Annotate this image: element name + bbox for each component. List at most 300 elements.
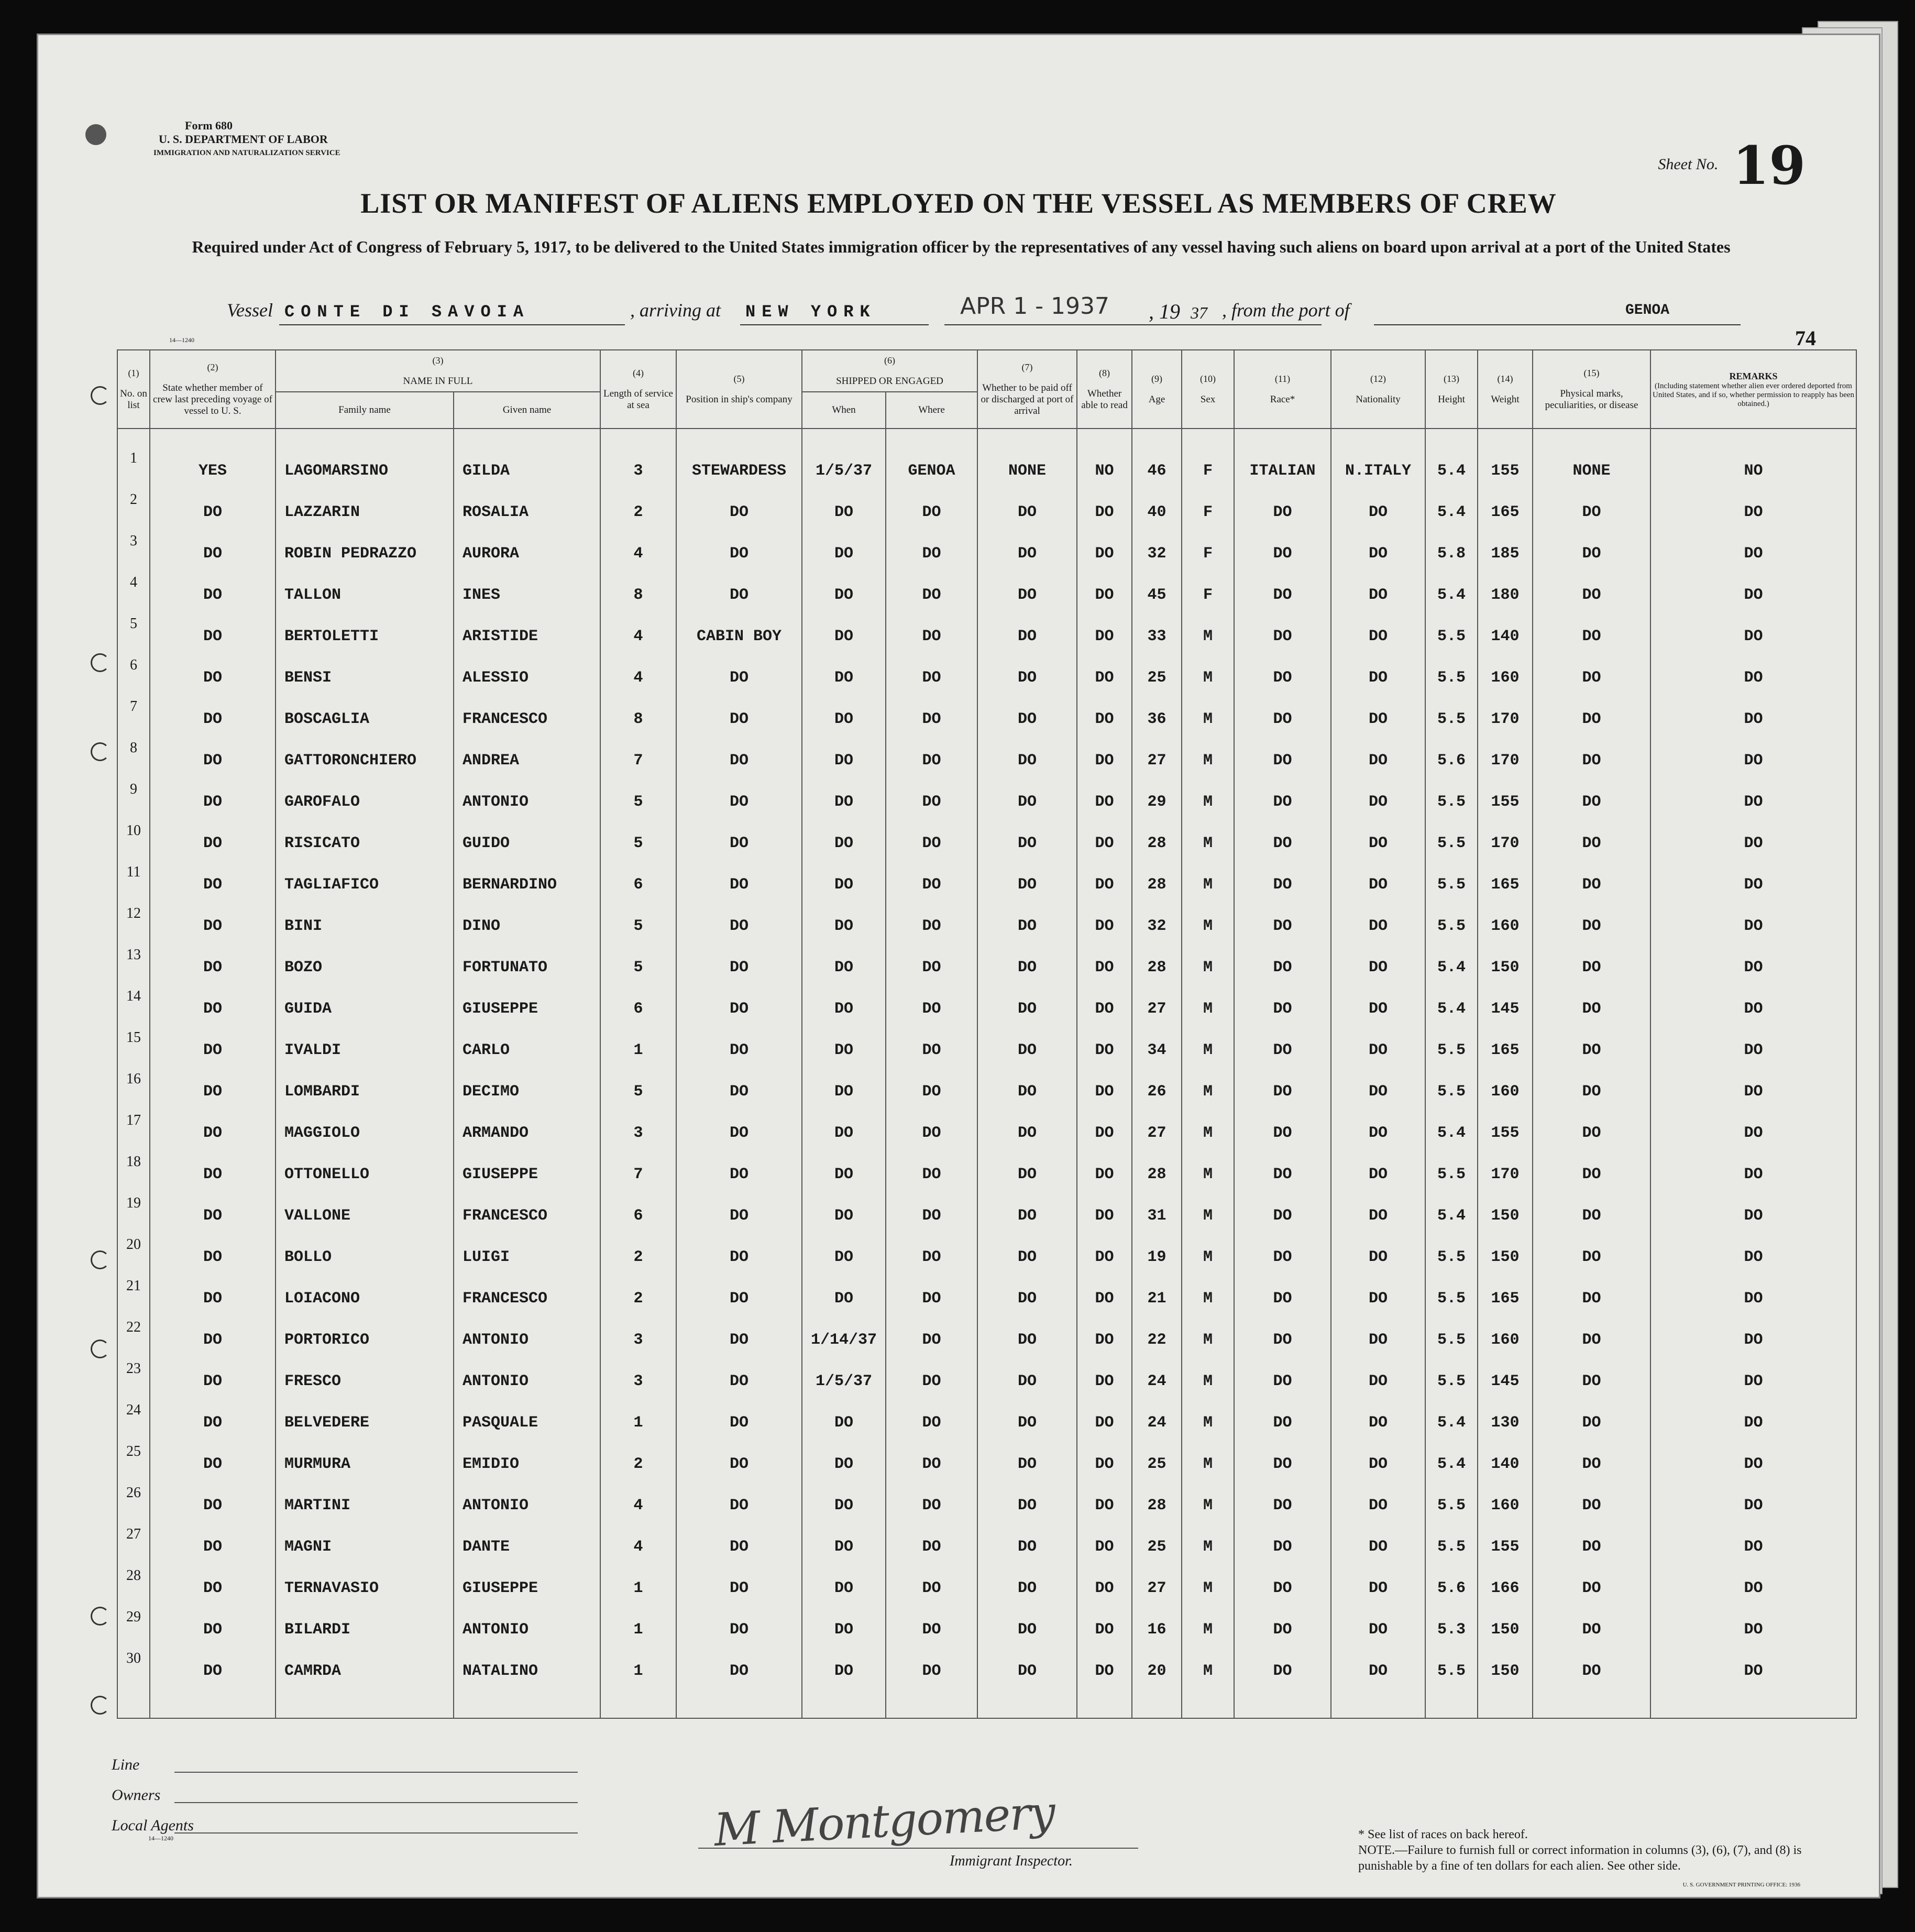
- shipped-when-cell: DO: [802, 822, 886, 864]
- vessel-line: [227, 293, 1800, 328]
- paid-off-cell: DO: [977, 657, 1077, 698]
- height-cell: 5.4: [1425, 574, 1478, 616]
- header-race: (11) Race*: [1234, 350, 1331, 429]
- position-cell: DO: [676, 1402, 802, 1443]
- physical-marks-cell: DO: [1533, 905, 1650, 947]
- nationality-cell: DO: [1331, 822, 1425, 864]
- shipped-where-cell: DO: [886, 1195, 977, 1236]
- physical-marks-cell: DO: [1533, 698, 1650, 740]
- race-cell: DO: [1234, 533, 1331, 574]
- crew-manifest-table: [117, 349, 1857, 1719]
- weight-cell: 130: [1478, 1402, 1533, 1443]
- sex-cell: M: [1182, 1650, 1234, 1692]
- weight-cell: 150: [1478, 947, 1533, 988]
- shipped-where-cell: DO: [886, 1278, 977, 1319]
- physical-marks-cell: DO: [1533, 1650, 1650, 1692]
- sex-cell: M: [1182, 1402, 1234, 1443]
- weight-cell: 150: [1478, 1609, 1533, 1650]
- nationality-cell: DO: [1331, 864, 1425, 905]
- vessel-label: Vessel: [227, 300, 273, 321]
- sex-cell: M: [1182, 1029, 1234, 1071]
- age-cell: 16: [1132, 1609, 1182, 1650]
- sex-cell: F: [1182, 450, 1234, 491]
- header-marks: (15) Physical marks, peculiarities, or disease: [1533, 350, 1650, 429]
- height-cell: 5.4: [1425, 947, 1478, 988]
- nationality-cell: DO: [1331, 1154, 1425, 1195]
- header-position: (5) Position in ship's company: [676, 350, 802, 429]
- row-number-cell: 17: [117, 1112, 150, 1154]
- able-to-read-cell: DO: [1077, 988, 1132, 1029]
- able-to-read-cell: DO: [1077, 698, 1132, 740]
- shipped-when-cell: DO: [802, 698, 886, 740]
- shipped-where-cell: DO: [886, 1402, 977, 1443]
- position-cell: DO: [676, 1071, 802, 1112]
- race-cell: DO: [1234, 1236, 1331, 1278]
- shipped-where-cell: DO: [886, 740, 977, 781]
- physical-marks-cell: DO: [1533, 1609, 1650, 1650]
- nationality-cell: DO: [1331, 1526, 1425, 1567]
- sex-cell: M: [1182, 1526, 1234, 1567]
- shipped-where-cell: DO: [886, 781, 977, 822]
- remarks-cell: DO: [1650, 1526, 1856, 1567]
- race-cell: DO: [1234, 1567, 1331, 1609]
- service-length-cell: 4: [600, 616, 676, 657]
- table-row: [117, 1526, 1856, 1567]
- table-row: [117, 740, 1856, 781]
- table-row: [117, 533, 1856, 574]
- physical-marks-cell: DO: [1533, 1485, 1650, 1526]
- age-cell: 24: [1132, 1402, 1182, 1443]
- weight-cell: 170: [1478, 1154, 1533, 1195]
- shipped-where-cell: DO: [886, 988, 977, 1029]
- position-cell: DO: [676, 491, 802, 533]
- previous-voyage-cell: DO: [150, 1526, 276, 1567]
- paid-off-cell: DO: [977, 1071, 1077, 1112]
- age-cell: 27: [1132, 1112, 1182, 1154]
- given-name-cell: CARLO: [454, 1029, 600, 1071]
- remarks-cell: DO: [1650, 1071, 1856, 1112]
- age-cell: 25: [1132, 1526, 1182, 1567]
- row-number-cell: 22: [117, 1319, 150, 1360]
- header-family-name: Family name: [276, 392, 454, 429]
- family-name-cell: BOLLO: [276, 1236, 454, 1278]
- service-length-cell: 6: [600, 988, 676, 1029]
- previous-voyage-cell: DO: [150, 822, 276, 864]
- crew-count: 74: [1795, 326, 1816, 350]
- service-length-cell: 4: [600, 1526, 676, 1567]
- table-row: [117, 1360, 1856, 1402]
- header-age: (9) Age: [1132, 350, 1182, 429]
- family-name-cell: LOMBARDI: [276, 1071, 454, 1112]
- service-length-cell: 4: [600, 533, 676, 574]
- service-length-cell: 3: [600, 1319, 676, 1360]
- race-cell: DO: [1234, 740, 1331, 781]
- paid-off-cell: DO: [977, 947, 1077, 988]
- sex-cell: M: [1182, 1485, 1234, 1526]
- table-row: [117, 1402, 1856, 1443]
- shipped-when-cell: DO: [802, 988, 886, 1029]
- header-read: (8) Whether able to read: [1077, 350, 1132, 429]
- sex-cell: M: [1182, 698, 1234, 740]
- weight-cell: 166: [1478, 1567, 1533, 1609]
- able-to-read-cell: DO: [1077, 1278, 1132, 1319]
- position-cell: DO: [676, 1154, 802, 1195]
- remarks-cell: DO: [1650, 1112, 1856, 1154]
- able-to-read-cell: DO: [1077, 1319, 1132, 1360]
- given-name-cell: ANTONIO: [454, 1360, 600, 1402]
- position-cell: DO: [676, 1650, 802, 1692]
- able-to-read-cell: DO: [1077, 1071, 1132, 1112]
- nationality-cell: DO: [1331, 1360, 1425, 1402]
- age-cell: 31: [1132, 1195, 1182, 1236]
- service-length-cell: 6: [600, 1195, 676, 1236]
- previous-voyage-cell: DO: [150, 947, 276, 988]
- row-number-cell: 14: [117, 988, 150, 1029]
- sex-cell: F: [1182, 533, 1234, 574]
- remarks-cell: DO: [1650, 781, 1856, 822]
- given-name-cell: ANTONIO: [454, 781, 600, 822]
- shipped-where-cell: DO: [886, 491, 977, 533]
- header-given-name: Given name: [454, 392, 600, 429]
- able-to-read-cell: NO: [1077, 450, 1132, 491]
- age-cell: 40: [1132, 491, 1182, 533]
- shipped-when-cell: DO: [802, 574, 886, 616]
- weight-cell: 160: [1478, 905, 1533, 947]
- paid-off-cell: DO: [977, 1609, 1077, 1650]
- shipped-when-cell: DO: [802, 1485, 886, 1526]
- able-to-read-cell: DO: [1077, 1485, 1132, 1526]
- shipped-where-cell: DO: [886, 1609, 977, 1650]
- shipped-when-cell: DO: [802, 1278, 886, 1319]
- nationality-cell: DO: [1331, 1236, 1425, 1278]
- shipped-when-cell: DO: [802, 740, 886, 781]
- race-cell: DO: [1234, 781, 1331, 822]
- family-name-cell: LAGOMARSINO: [276, 450, 454, 491]
- weight-cell: 160: [1478, 657, 1533, 698]
- age-cell: 28: [1132, 1154, 1182, 1195]
- previous-voyage-cell: DO: [150, 491, 276, 533]
- family-name-cell: GATTORONCHIERO: [276, 740, 454, 781]
- able-to-read-cell: DO: [1077, 740, 1132, 781]
- sex-cell: M: [1182, 1443, 1234, 1485]
- header-where: Where: [886, 392, 977, 429]
- nationality-cell: DO: [1331, 1402, 1425, 1443]
- nationality-cell: DO: [1331, 1567, 1425, 1609]
- table-row: [117, 1278, 1856, 1319]
- family-name-cell: BELVEDERE: [276, 1402, 454, 1443]
- nationality-cell: DO: [1331, 491, 1425, 533]
- shipped-when-cell: DO: [802, 1567, 886, 1609]
- able-to-read-cell: DO: [1077, 1029, 1132, 1071]
- age-cell: 22: [1132, 1319, 1182, 1360]
- age-cell: 19: [1132, 1236, 1182, 1278]
- service-length-cell: 5: [600, 781, 676, 822]
- physical-marks-cell: DO: [1533, 1029, 1650, 1071]
- remarks-cell: DO: [1650, 1609, 1856, 1650]
- position-cell: DO: [676, 1526, 802, 1567]
- shipped-where-cell: DO: [886, 1319, 977, 1360]
- nationality-cell: DO: [1331, 574, 1425, 616]
- shipped-when-cell: DO: [802, 1443, 886, 1485]
- given-name-cell: ARISTIDE: [454, 616, 600, 657]
- nationality-cell: DO: [1331, 698, 1425, 740]
- nationality-cell: DO: [1331, 1112, 1425, 1154]
- remarks-cell: DO: [1650, 822, 1856, 864]
- height-cell: 5.5: [1425, 1485, 1478, 1526]
- height-cell: 5.5: [1425, 1154, 1478, 1195]
- sheet-label: Sheet No.: [1658, 155, 1719, 173]
- paid-off-cell: DO: [977, 491, 1077, 533]
- height-cell: 5.4: [1425, 988, 1478, 1029]
- nationality-cell: DO: [1331, 1443, 1425, 1485]
- position-cell: DO: [676, 574, 802, 616]
- weight-cell: 170: [1478, 822, 1533, 864]
- height-cell: 5.5: [1425, 864, 1478, 905]
- binder-hole-icon: [91, 1696, 109, 1715]
- table-row: [117, 574, 1856, 616]
- able-to-read-cell: DO: [1077, 1402, 1132, 1443]
- departure-port: GENOA: [1625, 302, 1670, 319]
- shipped-where-cell: DO: [886, 1029, 977, 1071]
- able-to-read-cell: DO: [1077, 781, 1132, 822]
- weight-cell: 165: [1478, 864, 1533, 905]
- shipped-where-cell: DO: [886, 1360, 977, 1402]
- remarks-cell: DO: [1650, 947, 1856, 988]
- previous-voyage-cell: DO: [150, 1567, 276, 1609]
- shipped-where-cell: DO: [886, 1526, 977, 1567]
- remarks-cell: DO: [1650, 533, 1856, 574]
- race-cell: DO: [1234, 1443, 1331, 1485]
- row-number-cell: 27: [117, 1526, 150, 1567]
- family-name-cell: TERNAVASIO: [276, 1567, 454, 1609]
- weight-cell: 180: [1478, 574, 1533, 616]
- table-row: [117, 1154, 1856, 1195]
- family-name-cell: BERTOLETTI: [276, 616, 454, 657]
- previous-voyage-cell: DO: [150, 616, 276, 657]
- previous-voyage-cell: DO: [150, 574, 276, 616]
- given-name-cell: ALESSIO: [454, 657, 600, 698]
- weight-cell: 160: [1478, 1319, 1533, 1360]
- table-row: [117, 822, 1856, 864]
- shipped-when-cell: 1/5/37: [802, 450, 886, 491]
- arriving-label: , arriving at: [630, 300, 721, 321]
- height-cell: 5.5: [1425, 1319, 1478, 1360]
- service-length-cell: 1: [600, 1609, 676, 1650]
- height-cell: 5.5: [1425, 905, 1478, 947]
- physical-marks-cell: DO: [1533, 1526, 1650, 1567]
- nationality-cell: DO: [1331, 657, 1425, 698]
- row-number-cell: 1: [117, 450, 150, 491]
- inspector-signature: M Montgomery: [712, 1786, 1056, 1857]
- shipped-when-cell: DO: [802, 1236, 886, 1278]
- able-to-read-cell: DO: [1077, 1567, 1132, 1609]
- sex-cell: M: [1182, 1360, 1234, 1402]
- sex-cell: M: [1182, 1195, 1234, 1236]
- department-seal-icon: [85, 124, 106, 145]
- vessel-name: CONTE DI SAVOIA: [284, 302, 530, 322]
- family-name-cell: MAGGIOLO: [276, 1112, 454, 1154]
- sex-cell: M: [1182, 781, 1234, 822]
- nationality-cell: DO: [1331, 905, 1425, 947]
- position-cell: DO: [676, 1236, 802, 1278]
- position-cell: STEWARDESS: [676, 450, 802, 491]
- paid-off-cell: DO: [977, 533, 1077, 574]
- service-length-cell: 1: [600, 1650, 676, 1692]
- paid-off-cell: DO: [977, 1278, 1077, 1319]
- able-to-read-cell: DO: [1077, 574, 1132, 616]
- age-cell: 46: [1132, 450, 1182, 491]
- height-cell: 5.5: [1425, 1526, 1478, 1567]
- fine-note: NOTE.—Failure to furnish full or correct information in columns (3), (6), (7), and (8) is punishable by a fine of ten dollars for each alien. See other side.: [1358, 1843, 1802, 1873]
- arrival-date-stamp: APR 1 - 1937: [960, 293, 1110, 320]
- race-cell: DO: [1234, 905, 1331, 947]
- row-number-cell: 6: [117, 657, 150, 698]
- weight-cell: 140: [1478, 616, 1533, 657]
- paid-off-cell: DO: [977, 740, 1077, 781]
- table-row: [117, 781, 1856, 822]
- age-cell: 24: [1132, 1360, 1182, 1402]
- height-cell: 5.5: [1425, 1236, 1478, 1278]
- row-number-cell: 19: [117, 1195, 150, 1236]
- height-cell: 5.4: [1425, 450, 1478, 491]
- weight-cell: 140: [1478, 1443, 1533, 1485]
- service-length-cell: 3: [600, 450, 676, 491]
- race-cell: DO: [1234, 1609, 1331, 1650]
- paid-off-cell: DO: [977, 1195, 1077, 1236]
- paid-off-cell: DO: [977, 616, 1077, 657]
- shipped-where-cell: DO: [886, 822, 977, 864]
- given-name-cell: FORTUNATO: [454, 947, 600, 988]
- weight-cell: 145: [1478, 1360, 1533, 1402]
- family-name-cell: BILARDI: [276, 1609, 454, 1650]
- family-name-cell: RISICATO: [276, 822, 454, 864]
- age-cell: 36: [1132, 698, 1182, 740]
- position-cell: DO: [676, 1485, 802, 1526]
- row-number-cell: 8: [117, 740, 150, 781]
- shipped-where-cell: GENOA: [886, 450, 977, 491]
- age-cell: 34: [1132, 1029, 1182, 1071]
- table-row: [117, 1650, 1856, 1692]
- age-cell: 32: [1132, 905, 1182, 947]
- shipped-where-cell: DO: [886, 533, 977, 574]
- height-cell: 5.5: [1425, 657, 1478, 698]
- position-cell: DO: [676, 1112, 802, 1154]
- height-cell: 5.5: [1425, 1360, 1478, 1402]
- position-cell: DO: [676, 1195, 802, 1236]
- remarks-cell: DO: [1650, 657, 1856, 698]
- able-to-read-cell: DO: [1077, 616, 1132, 657]
- row-number-cell: 2: [117, 491, 150, 533]
- weight-cell: 165: [1478, 1029, 1533, 1071]
- family-name-cell: BENSI: [276, 657, 454, 698]
- physical-marks-cell: DO: [1533, 1236, 1650, 1278]
- service-length-cell: 2: [600, 1236, 676, 1278]
- position-cell: DO: [676, 1609, 802, 1650]
- table-row: [117, 491, 1856, 533]
- physical-marks-cell: DO: [1533, 1402, 1650, 1443]
- row-number-cell: 7: [117, 698, 150, 740]
- service-length-cell: 1: [600, 1029, 676, 1071]
- nationality-cell: DO: [1331, 533, 1425, 574]
- row-number-cell: 13: [117, 947, 150, 988]
- previous-voyage-cell: DO: [150, 657, 276, 698]
- physical-marks-cell: DO: [1533, 657, 1650, 698]
- remarks-cell: DO: [1650, 1278, 1856, 1319]
- family-name-cell: BOSCAGLIA: [276, 698, 454, 740]
- given-name-cell: AURORA: [454, 533, 600, 574]
- physical-marks-cell: DO: [1533, 574, 1650, 616]
- age-cell: 32: [1132, 533, 1182, 574]
- previous-voyage-cell: DO: [150, 1195, 276, 1236]
- shipped-when-cell: DO: [802, 1526, 886, 1567]
- age-cell: 28: [1132, 822, 1182, 864]
- family-name-cell: PORTORICO: [276, 1319, 454, 1360]
- family-name-cell: ROBIN PEDRAZZO: [276, 533, 454, 574]
- remarks-cell: DO: [1650, 1195, 1856, 1236]
- position-cell: DO: [676, 781, 802, 822]
- remarks-cell: DO: [1650, 574, 1856, 616]
- able-to-read-cell: DO: [1077, 864, 1132, 905]
- previous-voyage-cell: YES: [150, 450, 276, 491]
- table-row: [117, 988, 1856, 1029]
- family-name-cell: MAGNI: [276, 1526, 454, 1567]
- given-name-cell: FRANCESCO: [454, 698, 600, 740]
- sex-cell: M: [1182, 947, 1234, 988]
- header-name: (3) NAME IN FULL: [276, 350, 600, 392]
- table-row: [117, 657, 1856, 698]
- sex-cell: F: [1182, 491, 1234, 533]
- given-name-cell: DECIMO: [454, 1071, 600, 1112]
- position-cell: DO: [676, 864, 802, 905]
- previous-voyage-cell: DO: [150, 864, 276, 905]
- height-cell: 5.6: [1425, 740, 1478, 781]
- form-code: 14—1240: [169, 336, 194, 344]
- row-number-cell: 28: [117, 1567, 150, 1609]
- physical-marks-cell: DO: [1533, 491, 1650, 533]
- remarks-cell: DO: [1650, 1443, 1856, 1485]
- from-label: , from the port of: [1222, 300, 1350, 321]
- paid-off-cell: DO: [977, 698, 1077, 740]
- owners-label: Owners: [112, 1786, 161, 1804]
- service-length-cell: 5: [600, 905, 676, 947]
- paid-off-cell: DO: [977, 1236, 1077, 1278]
- remarks-cell: DO: [1650, 616, 1856, 657]
- service-length-cell: 3: [600, 1112, 676, 1154]
- manifest-page: [37, 34, 1880, 1898]
- table-row: [117, 1567, 1856, 1609]
- header-shipped: (6) SHIPPED OR ENGAGED: [802, 350, 977, 392]
- nationality-cell: DO: [1331, 1650, 1425, 1692]
- position-cell: DO: [676, 657, 802, 698]
- races-note: * See list of races on back hereof.: [1358, 1828, 1528, 1841]
- given-name-cell: PASQUALE: [454, 1402, 600, 1443]
- given-name-cell: GILDA: [454, 450, 600, 491]
- given-name-cell: LUIGI: [454, 1236, 600, 1278]
- previous-voyage-cell: DO: [150, 1029, 276, 1071]
- race-cell: DO: [1234, 1071, 1331, 1112]
- race-cell: DO: [1234, 1154, 1331, 1195]
- age-cell: 28: [1132, 1485, 1182, 1526]
- able-to-read-cell: DO: [1077, 905, 1132, 947]
- remarks-cell: NO: [1650, 450, 1856, 491]
- paid-off-cell: DO: [977, 1485, 1077, 1526]
- age-cell: 25: [1132, 657, 1182, 698]
- service-length-cell: 4: [600, 1485, 676, 1526]
- service-length-cell: 5: [600, 822, 676, 864]
- form-number: Form 680: [185, 119, 233, 132]
- physical-marks-cell: DO: [1533, 822, 1650, 864]
- height-cell: 5.4: [1425, 1402, 1478, 1443]
